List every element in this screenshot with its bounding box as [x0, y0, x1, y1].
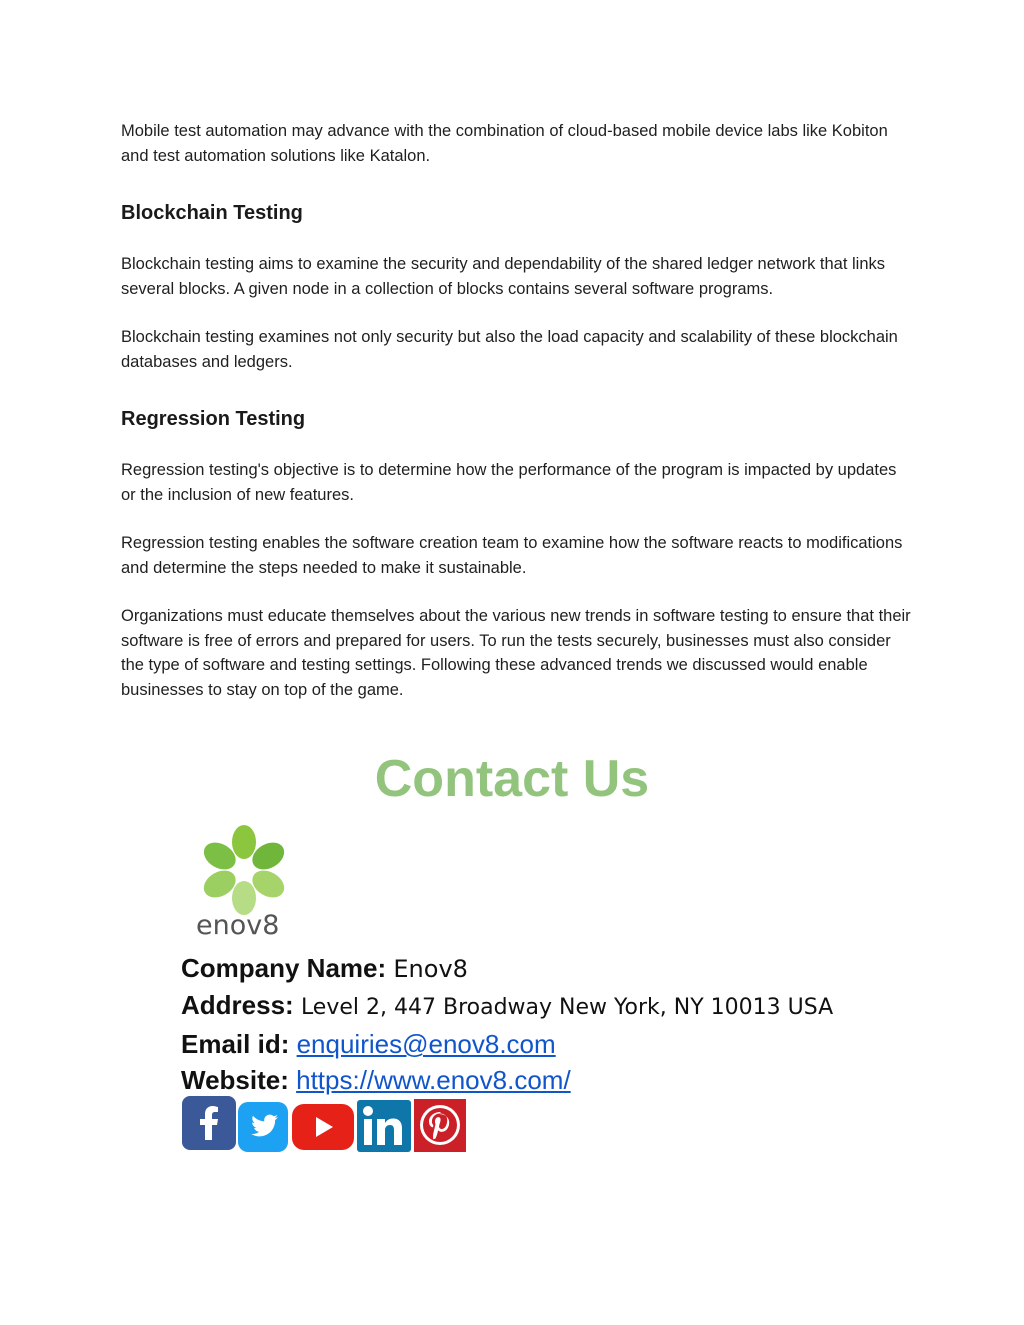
paragraph: Blockchain testing aims to examine the security and dependability of the shared ledger network that links several blocks. A given node in a collection of blocks contains several software programs. [121, 255, 886, 298]
company-value: Enov8 [393, 955, 468, 983]
address-label: Address: [181, 990, 294, 1020]
website-label: Website: [181, 1065, 289, 1095]
section-heading-regression: Regression Testing [121, 408, 306, 430]
contact-info [181, 950, 833, 1098]
intro-paragraph: Mobile test automation may advance with the combination of cloud-based mobile device labs like Kobiton and test automation solutions like Katalon. [121, 122, 888, 165]
pinterest-icon[interactable] [414, 1099, 466, 1152]
company-label: Company Name: [181, 953, 387, 983]
section-heading-blockchain: Blockchain Testing [121, 202, 303, 224]
twitter-icon[interactable] [238, 1102, 288, 1152]
facebook-icon[interactable] [182, 1096, 236, 1150]
email-line [181, 1026, 833, 1062]
paragraph: Blockchain testing examines not only security but also the load capacity and scalability of these blockchain databases and ledgers. [121, 328, 898, 371]
company-line [181, 950, 833, 987]
email-link[interactable]: enquiries@enov8.com [296, 1029, 556, 1059]
linkedin-icon[interactable] [357, 1100, 411, 1152]
logo-text: enov8 [196, 910, 280, 940]
logo-flower-icon [192, 822, 300, 940]
address-value: Level 2, 447 Broadway New York, NY 10013 USA [300, 995, 834, 1020]
email-label: Email id: [181, 1029, 290, 1059]
address-line [181, 987, 833, 1026]
enov8-logo [192, 822, 300, 940]
youtube-icon[interactable] [292, 1104, 354, 1150]
article-body [121, 119, 911, 702]
paragraph: Organizations must educate themselves about the various new trends in software testing to ensure that their software is free of errors and prepared for users. To run the tests securely, businesses must also consider the type of software and testing settings. Following these advanced trends we discussed would enable businesses to stay on top of the game. [121, 607, 911, 699]
paragraph: Regression testing enables the software creation team to examine how the software reacts to modifications and determine the steps needed to make it sustainable. [121, 534, 903, 577]
website-link[interactable]: https://www.enov8.com/ [296, 1065, 571, 1095]
website-line [181, 1062, 833, 1098]
paragraph: Regression testing's objective is to determine how the performance of the program is impacted by updates or the inclusion of new features. [121, 461, 897, 504]
contact-title: Contact Us [374, 750, 650, 808]
